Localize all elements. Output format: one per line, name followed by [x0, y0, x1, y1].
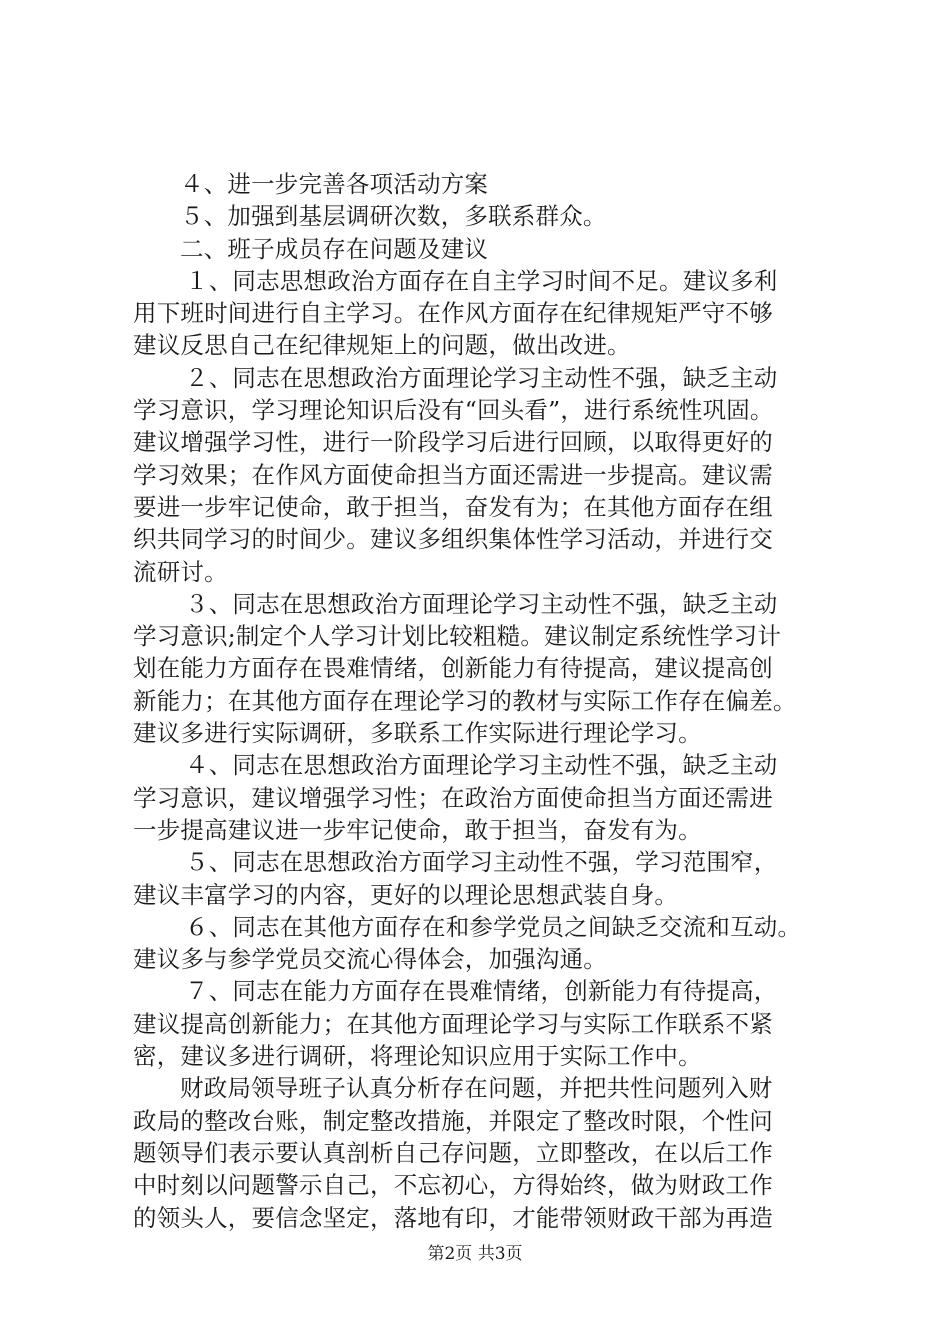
text-line: 学习意识;制定个人学习计划比较粗糙。建议制定系统性学习计 — [133, 622, 782, 651]
text-line: １、同志思想政治方面存在自主学习时间不足。建议多利 — [185, 266, 778, 295]
text-line: 题领导们表示要认真剖析自己存问题，立即整改，在以后工作 — [133, 1138, 773, 1167]
text-line: 政局的整改台账，制定整改措施，并限定了整改时限，个性问 — [133, 1106, 773, 1135]
text-line: ４、进一步完善各项活动方案 — [180, 170, 489, 198]
text-line: 建议增强学习性，进行一阶段学习后进行回顾，以取得更好的 — [133, 428, 773, 457]
text-line: 学习意识，建议增强学习性；在政治方面使命担当方面还需进 — [133, 783, 773, 812]
text-line: 建议丰富学习的内容，更好的以理论思想武装自身。 — [133, 880, 679, 909]
text-line: ５、加强到基层调研次数，多联系群众。 — [180, 202, 607, 231]
text-line: 的领头人，要信念坚定，落地有印，才能带领财政干部为再造 — [133, 1203, 773, 1232]
document-body — [133, 168, 833, 1234]
text-line: ４、同志在思想政治方面理论学习主动性不强，缺乏主动 — [185, 751, 778, 780]
text-line: 建议多与参学党员交流心得体会，加强沟通。 — [133, 945, 607, 974]
text-line: 建议多进行实际调研，多联系工作实际进行理论学习。 — [133, 719, 702, 748]
text-line: 流研讨。 — [133, 557, 228, 586]
page-number-footer: 第2页 共3页 — [427, 1244, 523, 1264]
text-line: 财政局领导班子认真分析存在问题，并把共性问题列入财 — [180, 1074, 773, 1103]
text-line: 新能力；在其他方面存在理论学习的教材与实际工作存在偏差。 — [133, 686, 797, 715]
text-line: 要进一步牢记使命，敢于担当，奋发有为；在其他方面存在组 — [133, 492, 773, 521]
text-line: 用下班时间进行自主学习。在作风方面存在纪律规矩严守不够 — [133, 299, 773, 328]
text-line: 织共同学习的时间少。建议多组织集体性学习活动，并进行交 — [133, 525, 773, 554]
text-line: 学习效果；在作风方面使命担当方面还需进一步提高。建议需 — [133, 460, 773, 489]
text-line: ６、同志在其他方面存在和参学党员之间缺乏交流和互动。 — [185, 912, 802, 941]
text-line: 中时刻以问题警示自己，不忘初心，方得始终，做为财政工作 — [133, 1171, 773, 1200]
text-line: ５、同志在思想政治方面学习主动性不强，学习范围窄， — [185, 848, 778, 877]
section-heading: 二、班子成员存在问题及建议 — [180, 234, 489, 263]
text-line: ２、同志在思想政治方面理论学习主动性不强，缺乏主动 — [185, 363, 778, 392]
text-line: 密，建议多进行调研，将理论知识应用于实际工作中。 — [133, 1042, 702, 1071]
text-line: 学习意识，学习理论知识后没有“回头看”，进行系统性巩固。 — [133, 396, 774, 425]
text-line: ３、同志在思想政治方面理论学习主动性不强，缺乏主动 — [185, 589, 778, 618]
text-line: 建议反思自己在纪律规矩上的问题，做出改进。 — [133, 331, 631, 360]
text-line: ７、同志在能力方面存在畏难情绪，创新能力有待提高， — [185, 977, 778, 1006]
text-line: 划在能力方面存在畏难情绪，创新能力有待提高，建议提高创 — [133, 654, 773, 683]
text-line: 一步提高建议进一步牢记使命，敢于担当，奋发有为。 — [133, 815, 702, 844]
text-line: 建议提高创新能力；在其他方面理论学习与实际工作联系不紧 — [133, 1009, 773, 1038]
